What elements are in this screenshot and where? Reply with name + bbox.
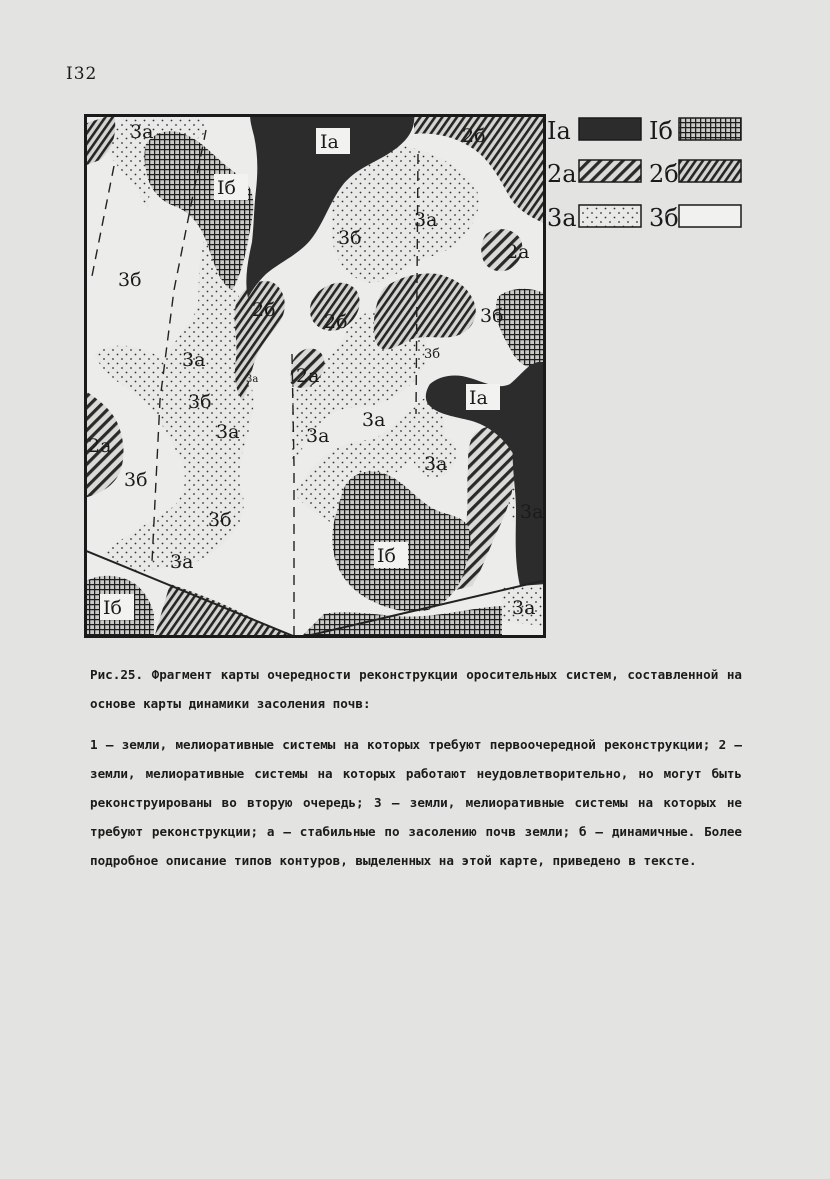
- legend-item-2b: [649, 160, 741, 188]
- svg-text:Iб: Iб: [103, 597, 122, 619]
- page-number: I32: [66, 64, 98, 84]
- map-legend: [545, 112, 745, 242]
- label-1b-top: [214, 174, 248, 200]
- label-3a-center: 3а: [216, 421, 240, 443]
- label-3b-lower-left: 3б: [124, 469, 148, 491]
- label-3a-tiny: 3а: [246, 374, 259, 385]
- svg-text:Iб: Iб: [377, 545, 396, 567]
- label-2b-stripe: 2б: [252, 299, 276, 321]
- label-3a-upper-right: 3а: [414, 209, 438, 231]
- label-2a-center: 2а: [296, 365, 320, 387]
- legend-item-1a: [547, 117, 641, 145]
- caption-title: [90, 660, 742, 718]
- svg-text:2а: 2а: [547, 160, 577, 188]
- caption-title-text: Фрагмент карты очередности реконструкции оросительных систем, составленной на основе карты динамики засоления почв:: [90, 667, 742, 711]
- label-2b-center: 2б: [324, 311, 348, 333]
- legend-item-3a: [547, 204, 641, 232]
- label-2a-top-right-small: 2а: [506, 241, 530, 263]
- label-3b-small: 3б: [424, 347, 441, 362]
- label-3a-top-left: 3а: [130, 121, 154, 143]
- svg-text:3б: 3б: [649, 204, 679, 232]
- label-3b-lower-center: 3б: [208, 509, 232, 531]
- svg-text:3а: 3а: [547, 204, 577, 232]
- svg-text:Iа: Iа: [469, 387, 488, 409]
- legend-item-2a: [547, 160, 641, 188]
- svg-text:Iа: Iа: [320, 131, 339, 153]
- label-3a-middle-left: 3а: [306, 425, 330, 447]
- label-2a-left: 2а: [88, 435, 112, 457]
- label-3b-upper-center: 3б: [338, 227, 362, 249]
- svg-text:Iб: Iб: [217, 177, 236, 199]
- label-3a-lower-left: 3а: [170, 551, 194, 573]
- svg-text:Iа: Iа: [547, 117, 571, 145]
- label-3a-center-left: 3а: [182, 349, 206, 371]
- label-3b-right: 3б: [480, 305, 504, 327]
- label-1b-bottom-center: [374, 542, 408, 568]
- figure-label: Рис.25.: [90, 667, 144, 682]
- label-3a-bottom-right: 3а: [512, 597, 536, 619]
- soil-map: [84, 114, 546, 638]
- label-3b-center-left: 3б: [188, 391, 212, 413]
- legend-item-3b: [649, 204, 741, 232]
- label-2b-top-right: 2б: [462, 125, 486, 147]
- figure-caption: [90, 660, 742, 875]
- caption-legend-text: 1 – земли, мелиоративные системы на которых требуют первоочередной реконструкции; 2 – земли, мелиоративные системы на которых работают неудовлетворительно, но могут быть реконструированы во вторую очередь; 3 – земли, мелиоративные системы на которых не требуют реконструкции; а – стабильные по засолению почв земли; б – динамичные. Более подробное описание типов контуров, выделенных на этой карте, приведено в тексте.: [90, 737, 742, 868]
- svg-text:2б: 2б: [649, 160, 679, 188]
- legend-item-1b: [649, 117, 741, 145]
- label-1b-bottom-left: [100, 594, 134, 620]
- label-1a-right: [466, 384, 500, 410]
- label-3a-center-right: 3а: [424, 453, 448, 475]
- label-1a-top: [316, 128, 350, 154]
- label-3b-left: 3б: [118, 269, 142, 291]
- label-3a-middle: 3а: [362, 409, 386, 431]
- label-3a-right-small: 3а: [520, 501, 544, 523]
- svg-text:Iб: Iб: [649, 117, 673, 145]
